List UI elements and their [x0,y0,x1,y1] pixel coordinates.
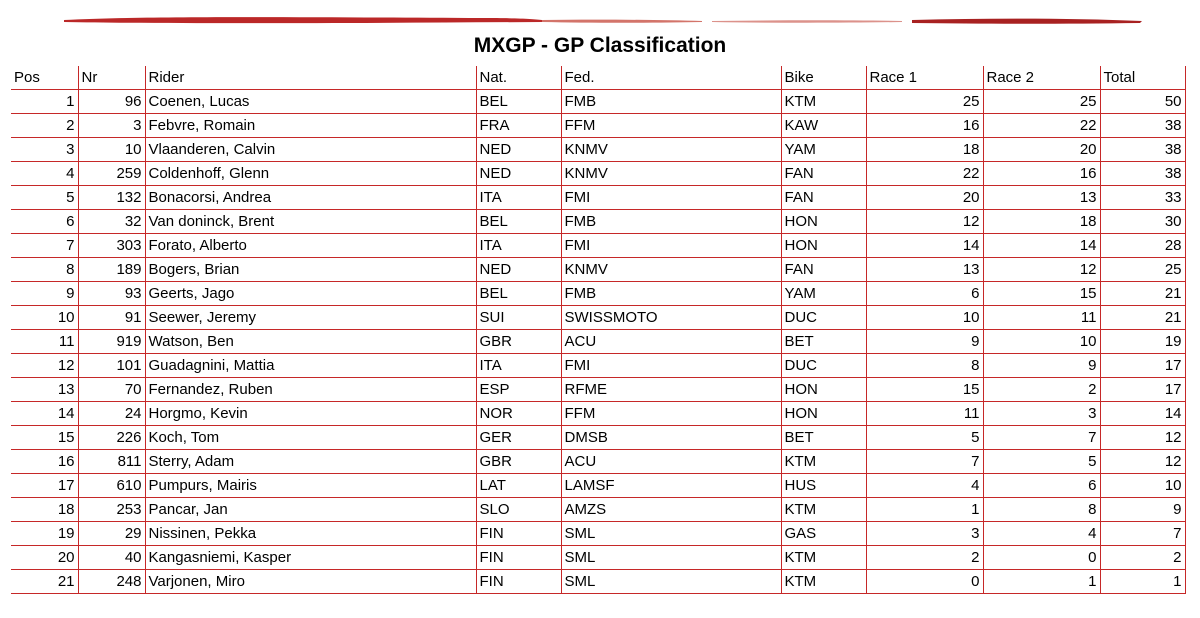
cell-pos: 12 [11,354,78,378]
cell-total: 33 [1100,186,1185,210]
cell-total: 30 [1100,210,1185,234]
cell-nat: SLO [476,498,561,522]
cell-race2: 15 [983,282,1100,306]
cell-race1: 6 [866,282,983,306]
table-row [11,306,1185,330]
cell-bike: HUS [781,474,866,498]
cell-rider: Geerts, Jago [145,282,476,306]
cell-race1: 0 [866,570,983,594]
table-row [11,378,1185,402]
cell-rider: Sterry, Adam [145,450,476,474]
cell-pos: 14 [11,402,78,426]
cell-total: 17 [1100,378,1185,402]
cell-nr: 303 [78,234,145,258]
cell-fed: AMZS [561,498,781,522]
cell-pos: 2 [11,114,78,138]
cell-nr: 40 [78,546,145,570]
cell-race2: 16 [983,162,1100,186]
cell-fed: KNMV [561,258,781,282]
cell-nat: FRA [476,114,561,138]
cell-nr: 96 [78,90,145,114]
table-row [11,282,1185,306]
header-pos: Pos [11,66,78,90]
cell-fed: RFME [561,378,781,402]
cell-bike: KTM [781,570,866,594]
cell-nr: 3 [78,114,145,138]
cell-total: 38 [1100,138,1185,162]
cell-nat: GER [476,426,561,450]
table-row [11,186,1185,210]
cell-bike: DUC [781,306,866,330]
cell-race2: 11 [983,306,1100,330]
cell-pos: 17 [11,474,78,498]
cell-race2: 4 [983,522,1100,546]
cell-pos: 15 [11,426,78,450]
cell-race2: 5 [983,450,1100,474]
table-body [11,90,1185,594]
table-row [11,450,1185,474]
classification-table [11,66,1186,594]
cell-bike: KTM [781,450,866,474]
header-race2: Race 2 [983,66,1100,90]
header-nr: Nr [78,66,145,90]
cell-nr: 919 [78,330,145,354]
cell-total: 28 [1100,234,1185,258]
cell-total: 25 [1100,258,1185,282]
cell-pos: 8 [11,258,78,282]
cell-fed: FMB [561,210,781,234]
cell-nat: FIN [476,570,561,594]
cell-pos: 13 [11,378,78,402]
cell-fed: ACU [561,330,781,354]
cell-race2: 9 [983,354,1100,378]
cell-pos: 21 [11,570,78,594]
brush-stroke-right [912,19,1142,24]
cell-rider: Seewer, Jeremy [145,306,476,330]
cell-total: 14 [1100,402,1185,426]
cell-rider: Fernandez, Ruben [145,378,476,402]
cell-race2: 10 [983,330,1100,354]
table-row [11,426,1185,450]
cell-nr: 93 [78,282,145,306]
cell-rider: Varjonen, Miro [145,570,476,594]
header-total: Total [1100,66,1185,90]
table-row [11,354,1185,378]
cell-total: 10 [1100,474,1185,498]
cell-nr: 132 [78,186,145,210]
table-row [11,402,1185,426]
cell-race1: 3 [866,522,983,546]
cell-bike: HON [781,402,866,426]
cell-nat: ITA [476,354,561,378]
cell-race2: 20 [983,138,1100,162]
cell-race1: 11 [866,402,983,426]
cell-fed: KNMV [561,162,781,186]
cell-fed: FFM [561,402,781,426]
cell-bike: DUC [781,354,866,378]
cell-nr: 101 [78,354,145,378]
cell-fed: SML [561,546,781,570]
table-row [11,546,1185,570]
cell-fed: FFM [561,114,781,138]
cell-fed: FMB [561,90,781,114]
table-row [11,90,1185,114]
cell-total: 2 [1100,546,1185,570]
cell-race1: 12 [866,210,983,234]
cell-total: 9 [1100,498,1185,522]
cell-race2: 13 [983,186,1100,210]
cell-pos: 3 [11,138,78,162]
cell-nat: LAT [476,474,561,498]
cell-nr: 70 [78,378,145,402]
cell-nr: 226 [78,426,145,450]
cell-rider: Febvre, Romain [145,114,476,138]
cell-total: 1 [1100,570,1185,594]
cell-race2: 7 [983,426,1100,450]
cell-pos: 10 [11,306,78,330]
cell-bike: GAS [781,522,866,546]
cell-pos: 16 [11,450,78,474]
cell-pos: 9 [11,282,78,306]
cell-bike: HON [781,378,866,402]
cell-nat: BEL [476,282,561,306]
cell-nat: FIN [476,546,561,570]
cell-bike: KTM [781,90,866,114]
cell-pos: 18 [11,498,78,522]
cell-rider: Pancar, Jan [145,498,476,522]
cell-race1: 25 [866,90,983,114]
header-race1: Race 1 [866,66,983,90]
cell-rider: Van doninck, Brent [145,210,476,234]
brush-stroke-middle-b [712,20,902,23]
cell-race1: 20 [866,186,983,210]
cell-rider: Forato, Alberto [145,234,476,258]
cell-race1: 1 [866,498,983,522]
cell-race1: 22 [866,162,983,186]
cell-rider: Horgmo, Kevin [145,402,476,426]
cell-fed: SWISSMOTO [561,306,781,330]
cell-pos: 19 [11,522,78,546]
cell-bike: KAW [781,114,866,138]
cell-nat: BEL [476,90,561,114]
cell-fed: SML [561,570,781,594]
cell-race1: 9 [866,330,983,354]
cell-bike: FAN [781,258,866,282]
cell-total: 12 [1100,450,1185,474]
cell-bike: YAM [781,138,866,162]
table-row [11,162,1185,186]
cell-nr: 610 [78,474,145,498]
cell-race1: 7 [866,450,983,474]
table-row [11,474,1185,498]
cell-race2: 22 [983,114,1100,138]
brush-stroke-middle-a [542,20,702,23]
cell-total: 17 [1100,354,1185,378]
cell-race2: 25 [983,90,1100,114]
cell-pos: 11 [11,330,78,354]
cell-race1: 18 [866,138,983,162]
cell-bike: HON [781,234,866,258]
cell-bike: BET [781,426,866,450]
cell-rider: Kangasniemi, Kasper [145,546,476,570]
cell-rider: Bonacorsi, Andrea [145,186,476,210]
cell-nr: 189 [78,258,145,282]
cell-rider: Pumpurs, Mairis [145,474,476,498]
cell-rider: Vlaanderen, Calvin [145,138,476,162]
cell-rider: Guadagnini, Mattia [145,354,476,378]
cell-pos: 1 [11,90,78,114]
cell-fed: FMB [561,282,781,306]
cell-race2: 14 [983,234,1100,258]
cell-total: 12 [1100,426,1185,450]
cell-race1: 15 [866,378,983,402]
cell-pos: 7 [11,234,78,258]
header-nat: Nat. [476,66,561,90]
cell-fed: ACU [561,450,781,474]
cell-nr: 24 [78,402,145,426]
cell-bike: FAN [781,186,866,210]
cell-race2: 6 [983,474,1100,498]
cell-total: 50 [1100,90,1185,114]
cell-race2: 2 [983,378,1100,402]
cell-nat: ITA [476,234,561,258]
brush-stroke-banner [62,14,1144,28]
cell-nat: NED [476,138,561,162]
table-header-row [11,66,1185,90]
cell-race1: 16 [866,114,983,138]
cell-race1: 5 [866,426,983,450]
cell-race2: 12 [983,258,1100,282]
cell-rider: Koch, Tom [145,426,476,450]
cell-nat: NED [476,258,561,282]
cell-fed: KNMV [561,138,781,162]
cell-nat: NED [476,162,561,186]
cell-race1: 14 [866,234,983,258]
cell-nr: 10 [78,138,145,162]
cell-total: 38 [1100,162,1185,186]
table-row [11,258,1185,282]
cell-nr: 29 [78,522,145,546]
cell-bike: KTM [781,498,866,522]
cell-nr: 91 [78,306,145,330]
cell-fed: FMI [561,186,781,210]
cell-total: 38 [1100,114,1185,138]
cell-fed: FMI [561,234,781,258]
cell-nat: NOR [476,402,561,426]
cell-nat: BEL [476,210,561,234]
cell-rider: Coldenhoff, Glenn [145,162,476,186]
table-row [11,570,1185,594]
cell-bike: YAM [781,282,866,306]
table-row [11,234,1185,258]
table-row [11,522,1185,546]
header-rider: Rider [145,66,476,90]
cell-fed: DMSB [561,426,781,450]
cell-total: 7 [1100,522,1185,546]
brush-stroke-left [64,17,542,23]
cell-nat: SUI [476,306,561,330]
cell-pos: 4 [11,162,78,186]
cell-race1: 2 [866,546,983,570]
cell-total: 19 [1100,330,1185,354]
cell-nr: 253 [78,498,145,522]
cell-bike: BET [781,330,866,354]
cell-nr: 32 [78,210,145,234]
cell-race2: 1 [983,570,1100,594]
cell-total: 21 [1100,306,1185,330]
cell-fed: FMI [561,354,781,378]
cell-bike: KTM [781,546,866,570]
cell-rider: Nissinen, Pekka [145,522,476,546]
cell-race2: 0 [983,546,1100,570]
cell-nr: 811 [78,450,145,474]
table-row [11,330,1185,354]
table-row [11,210,1185,234]
cell-pos: 5 [11,186,78,210]
cell-nat: GBR [476,450,561,474]
cell-nat: FIN [476,522,561,546]
cell-bike: HON [781,210,866,234]
header-bike: Bike [781,66,866,90]
cell-pos: 6 [11,210,78,234]
table-row [11,498,1185,522]
cell-race1: 13 [866,258,983,282]
cell-race2: 18 [983,210,1100,234]
cell-race1: 10 [866,306,983,330]
cell-fed: SML [561,522,781,546]
cell-total: 21 [1100,282,1185,306]
cell-rider: Bogers, Brian [145,258,476,282]
cell-race2: 3 [983,402,1100,426]
table-row [11,114,1185,138]
cell-race1: 8 [866,354,983,378]
cell-nr: 248 [78,570,145,594]
table-row [11,138,1185,162]
cell-fed: LAMSF [561,474,781,498]
header-fed: Fed. [561,66,781,90]
cell-rider: Coenen, Lucas [145,90,476,114]
cell-nr: 259 [78,162,145,186]
cell-pos: 20 [11,546,78,570]
cell-bike: FAN [781,162,866,186]
cell-nat: ESP [476,378,561,402]
page-title: MXGP - GP Classification [473,34,727,57]
cell-nat: GBR [476,330,561,354]
cell-rider: Watson, Ben [145,330,476,354]
cell-nat: ITA [476,186,561,210]
cell-race1: 4 [866,474,983,498]
cell-race2: 8 [983,498,1100,522]
